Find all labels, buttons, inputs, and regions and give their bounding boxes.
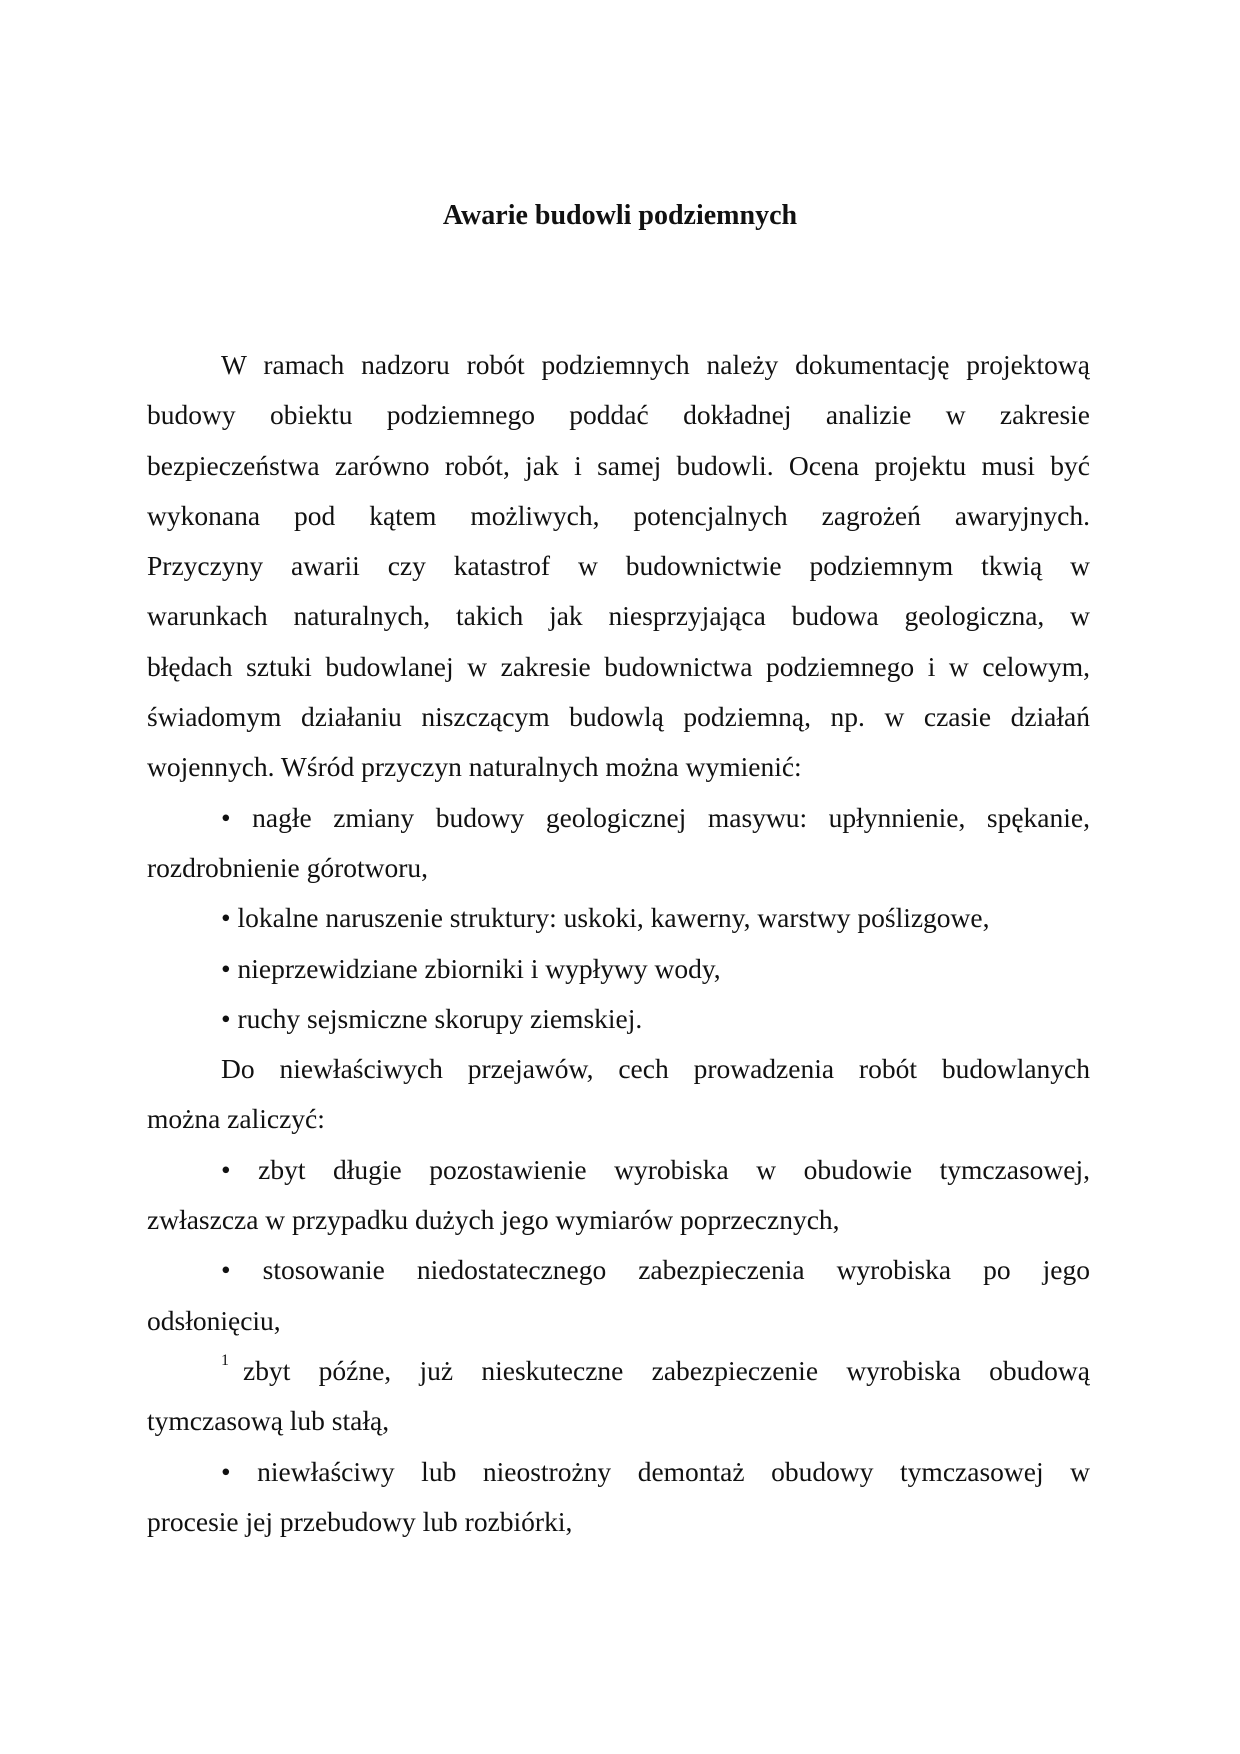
paragraph-line: wojennych. Wśród przyczyn naturalnych można wymienić: <box>147 751 802 783</box>
paragraph-line: W ramach nadzoru robót podziemnych należy dokumentację projektową <box>221 349 1090 380</box>
list-item: • zbyt długie pozostawienie wyrobiska w obudowie tymczasowej, <box>221 1153 1090 1185</box>
list-item-text: zbyt późne, już nieskuteczne zabezpieczenie wyrobiska obudową <box>243 1354 1090 1386</box>
paragraph-line: budowy obiektu podziemnego poddać dokładnej analizie w zakresie <box>147 399 1090 431</box>
paragraph-line: warunkach naturalnych, takich jak niesprzyjająca budowa geologiczna, w <box>147 600 1090 632</box>
list-item-continuation: zwłaszcza w przypadku dużych jego wymiarów poprzecznych, <box>147 1204 840 1236</box>
list-item: • nagłe zmiany budowy geologicznej masywu: upłynnienie, spękanie, <box>221 801 1090 833</box>
list-item-continuation: rozdrobnienie górotworu, <box>147 851 429 883</box>
paragraph-line: Do niewłaściwych przejawów, cech prowadzenia robót budowlanych <box>221 1053 1090 1085</box>
paragraph-line: wykonana pod kątem możliwych, potencjalnych zagrożeń awaryjnych. <box>147 499 1090 531</box>
footnote-marker: 1 <box>221 1351 229 1369</box>
list-item: • stosowanie niedostatecznego zabezpieczenia wyrobiska po jego <box>221 1254 1090 1286</box>
list-item: • niewłaściwy lub nieostrożny demontaż obudowy tymczasowej w <box>221 1455 1090 1487</box>
list-item: • ruchy sejsmiczne skorupy ziemskiej. <box>221 1002 643 1034</box>
paragraph-line: można zaliczyć: <box>147 1103 325 1135</box>
paragraph-line: błędach sztuki budowlanej w zakresie budownictwa podziemnego i w celowym, <box>147 650 1090 682</box>
document-title: Awarie budowli podziemnych <box>442 200 798 231</box>
paragraph-line: bezpieczeństwa zarówno robót, jak i samej budowli. Ocena projektu musi być <box>147 449 1090 481</box>
paragraph-line: świadomym działaniu niszczącym budowlą podziemną, np. w czasie działań <box>147 701 1090 733</box>
list-item: • nieprzewidziane zbiorniki i wypływy wody, <box>221 952 721 984</box>
list-item: • lokalne naruszenie struktury: uskoki, kawerny, warstwy poślizgowe, <box>221 902 990 934</box>
list-item-continuation: odsłonięciu, <box>147 1304 281 1336</box>
document-body <box>147 340 1090 1547</box>
list-item-continuation: tymczasową lub stałą, <box>147 1405 390 1437</box>
list-item-continuation: procesie jej przebudowy lub rozbiórki, <box>147 1505 573 1537</box>
list-item <box>147 1346 1090 1396</box>
paragraph-line: Przyczyny awarii czy katastrof w budownictwie podziemnym tkwią w <box>147 550 1090 582</box>
